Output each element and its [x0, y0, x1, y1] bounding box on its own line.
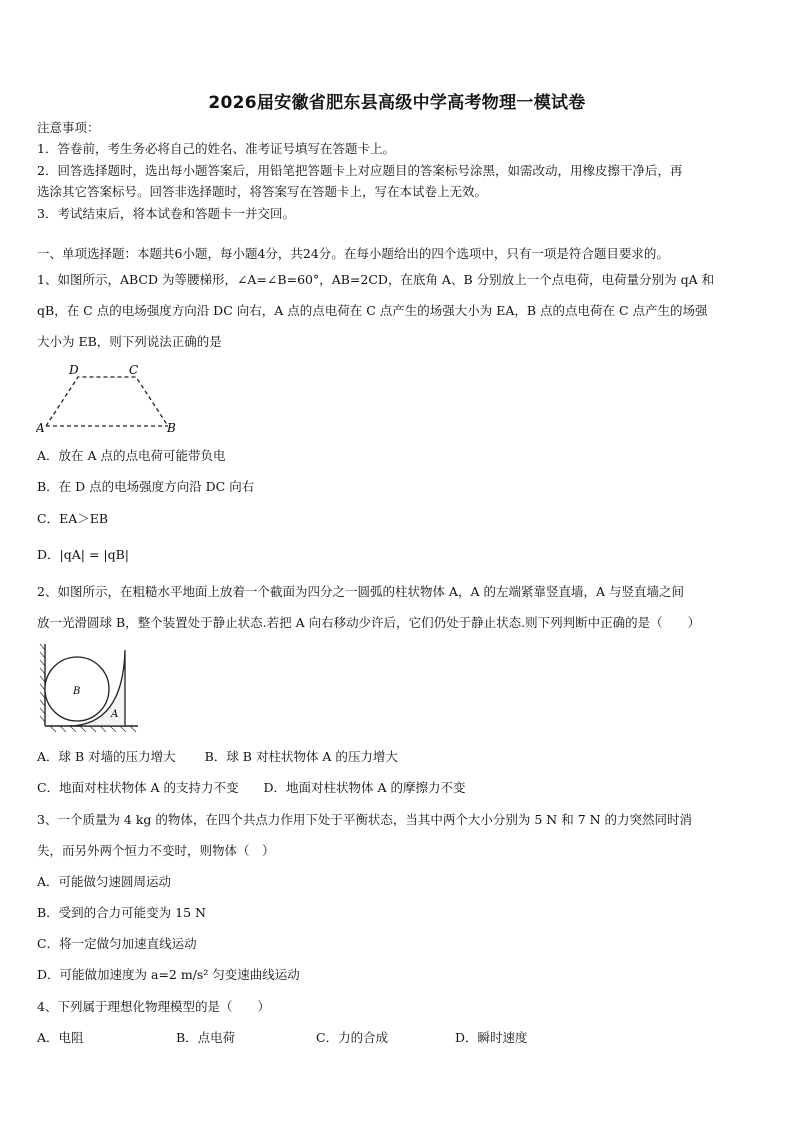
q2-label-a: A: [111, 709, 119, 720]
q1-trapezoid-figure: [36, 360, 186, 435]
q3-option-c: C．将一定做匀加速直线运动: [37, 936, 197, 951]
notice-heading: 注意事项：: [37, 120, 100, 135]
notice-item-2: 2．回答选择题时，选出每小题答案后，用铅笔把答题卡上对应题目的答案标号涂黑，如需改动，用橡皮擦干净后，再: [37, 163, 683, 178]
q1-label-d: D: [69, 363, 79, 377]
q2-options-row-1: A．球 B 对墙的压力增大 B．球 B 对柱状物体 A 的压力增大: [37, 749, 398, 764]
q3-stem-line-2: 失，而另外两个恒力不变时，则物体（ ）: [37, 843, 275, 858]
q1-label-c: C: [129, 363, 139, 377]
section-heading: 一、单项选择题：本题共6小题，每小题4分，共24分。在每小题给出的四个选项中，只有一项是符合题目要求的。: [37, 246, 669, 261]
q3-option-a: A．可能做匀速圆周运动: [37, 874, 172, 889]
q3-option-b: B．受到的合力可能变为 15 N: [37, 905, 206, 920]
notice-item-3: 3．考试结束后，将本试卷和答题卡一并交回。: [37, 206, 295, 221]
q2-wall-ball-figure: [38, 642, 138, 734]
q2-options-row-2: C．地面对柱状物体 A 的支持力不变 D．地面对柱状物体 A 的摩擦力不变: [37, 780, 466, 795]
q4-stem: 4、下列属于理想化物理模型的是（ ）: [37, 999, 270, 1014]
q1-label-b: B: [167, 421, 176, 435]
q4-option-a: A．电阻: [37, 1030, 84, 1045]
q3-stem-line-1: 3、一个质量为 4 kg 的物体，在四个共点力作用下处于平衡状态，当其中两个大小分别为 5 N 和 7 N 的力突然同时消: [37, 812, 693, 827]
q1-stem-line-1: 1、如图所示，ABCD 为等腰梯形，∠A=∠B=60°，AB=2CD，在底角 A、B 分别放上一个点电荷，电荷量分别为 qA 和: [37, 272, 715, 287]
q1-option-b: B．在 D 点的电场强度方向沿 DC 向右: [37, 479, 255, 494]
q1-label-a: A: [36, 421, 45, 435]
q1-option-c: C．EA＞EB: [37, 511, 109, 526]
q1-stem-line-2: qB，在 C 点的电场强度方向沿 DC 向右，A 点的点电荷在 C 点产生的场强大小为 EA，B 点的点电荷在 C 点产生的场强: [37, 303, 708, 318]
q3-option-d: D．可能做加速度为 a=2 m/s² 匀变速曲线运动: [37, 967, 300, 982]
q2-label-b: B: [73, 686, 81, 697]
q2-stem-line-2: 放一光滑圆球 B，整个装置处于静止状态.若把 A 向右移动少许后，它们仍处于静止状态.则下列判断中正确的是（ ）: [37, 615, 701, 630]
q1-option-a: A．放在 A 点的点电荷可能带负电: [37, 448, 226, 463]
q2-stem-line-1: 2、如图所示，在粗糙水平地面上放着一个截面为四分之一圆弧的柱状物体 A，A 的左端紧靠竖直墙，A 与竖直墙之间: [37, 584, 684, 599]
q4-option-c: C．力的合成: [316, 1030, 389, 1045]
notice-item-1: 1．答卷前，考生务必将自己的姓名、准考证号填写在答题卡上。: [37, 141, 395, 156]
q4-option-d: D．瞬时速度: [455, 1030, 528, 1045]
q1-option-d: D．|qA| = |qB|: [37, 547, 130, 562]
q1-stem-line-3: 大小为 EB，则下列说法正确的是: [37, 334, 222, 349]
page-title: 2026届安徽省肥东县高级中学高考物理一模试卷: [208, 93, 586, 113]
q4-option-b: B．点电荷: [176, 1030, 236, 1045]
notice-item-2-cont: 选涂其它答案标号。回答非选择题时，将答案写在答题卡上，写在本试卷上无效。: [37, 184, 488, 199]
